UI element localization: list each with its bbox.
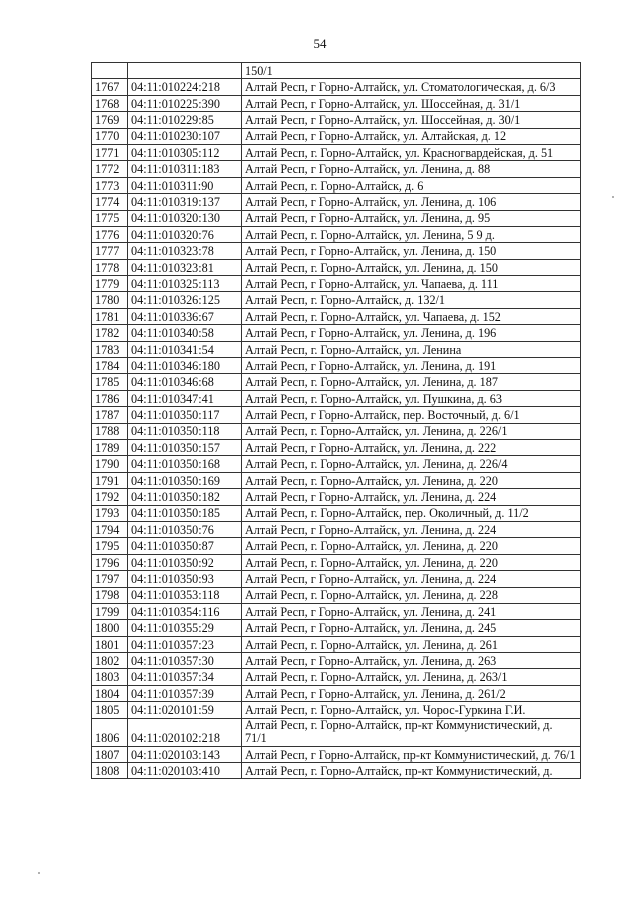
cadastral-number-cell: 04:11:010350:157 <box>128 439 242 455</box>
table-row <box>92 538 581 554</box>
row-number-cell: 1800 <box>92 620 128 636</box>
table-row <box>92 554 581 570</box>
address-cell: Алтай Респ, г. Горно-Алтайск, ул. Ленина, д. 150 <box>242 259 581 275</box>
table-row <box>92 472 581 488</box>
cadastral-number-cell: 04:11:010229:85 <box>128 112 242 128</box>
table-row <box>92 505 581 521</box>
cadastral-number-cell: 04:11:010311:183 <box>128 161 242 177</box>
row-number-cell: 1785 <box>92 374 128 390</box>
table-row <box>92 603 581 619</box>
table-row <box>92 521 581 537</box>
table-row <box>92 358 581 374</box>
address-cell: Алтай Респ, г. Горно-Алтайск, ул. Ленина, д. 226/4 <box>242 456 581 472</box>
cadastral-number-cell: 04:11:010325:113 <box>128 276 242 292</box>
cadastral-number-cell: 04:11:010320:130 <box>128 210 242 226</box>
row-number-cell: 1780 <box>92 292 128 308</box>
address-cell: Алтай Респ, г Горно-Алтайск, ул. Шоссейная, д. 30/1 <box>242 112 581 128</box>
table-row <box>92 636 581 652</box>
row-number-cell: 1792 <box>92 489 128 505</box>
address-cell: Алтай Респ, г Горно-Алтайск, пр-кт Коммунистический, д. 76/1 <box>242 746 581 762</box>
row-number-cell: 1798 <box>92 587 128 603</box>
row-number-cell: 1776 <box>92 226 128 242</box>
address-cell: Алтай Респ, г Горно-Алтайск, ул. Чапаева, д. 111 <box>242 276 581 292</box>
registry-table <box>91 62 581 779</box>
table-row <box>92 374 581 390</box>
cadastral-number-cell: 04:11:010336:67 <box>128 308 242 324</box>
address-cell: Алтай Респ, г Горно-Алтайск, ул. Ленина, д. 245 <box>242 620 581 636</box>
cadastral-number-cell: 04:11:010357:34 <box>128 669 242 685</box>
row-number-cell: 1772 <box>92 161 128 177</box>
address-cell: 150/1 <box>242 63 581 79</box>
address-cell: Алтай Респ, г. Горно-Алтайск, ул. Красногвардейская, д. 51 <box>242 144 581 160</box>
cadastral-number-cell: 04:11:010357:39 <box>128 685 242 701</box>
cadastral-number-cell: 04:11:010319:137 <box>128 194 242 210</box>
address-cell: Алтай Респ, г Горно-Алтайск, ул. Шоссейная, д. 31/1 <box>242 95 581 111</box>
address-cell: Алтай Респ, г. Горно-Алтайск, ул. Ленина, д. 263/1 <box>242 669 581 685</box>
table-row <box>92 128 581 144</box>
page-number: 54 <box>313 36 327 51</box>
registry-table-body <box>92 63 581 779</box>
row-number-cell: 1790 <box>92 456 128 472</box>
cadastral-number-cell <box>128 63 242 79</box>
table-row <box>92 63 581 79</box>
row-number-cell: 1787 <box>92 407 128 423</box>
table-row <box>92 79 581 95</box>
cadastral-number-cell: 04:11:010326:125 <box>128 292 242 308</box>
cadastral-number-cell: 04:11:010350:117 <box>128 407 242 423</box>
cadastral-number-cell: 04:11:010320:76 <box>128 226 242 242</box>
table-row <box>92 669 581 685</box>
address-cell: Алтай Респ, г. Горно-Алтайск, пр-кт Коммунистический, д. 71/1 <box>242 718 581 746</box>
address-cell: Алтай Респ, г. Горно-Алтайск, ул. Ленина, д. 228 <box>242 587 581 603</box>
cadastral-number-cell: 04:11:010350:92 <box>128 554 242 570</box>
row-number-cell: 1775 <box>92 210 128 226</box>
address-cell: Алтай Респ, г Горно-Алтайск, ул. Ленина, д. 95 <box>242 210 581 226</box>
table-row <box>92 210 581 226</box>
row-number-cell: 1788 <box>92 423 128 439</box>
table-row <box>92 653 581 669</box>
address-cell: Алтай Респ, г Горно-Алтайск, пер. Восточный, д. 6/1 <box>242 407 581 423</box>
cadastral-number-cell: 04:11:010350:118 <box>128 423 242 439</box>
address-cell: Алтай Респ, г. Горно-Алтайск, пер. Околичный, д. 11/2 <box>242 505 581 521</box>
row-number-cell: 1770 <box>92 128 128 144</box>
cadastral-number-cell: 04:11:020103:410 <box>128 763 242 779</box>
table-row <box>92 718 581 746</box>
row-number-cell: 1801 <box>92 636 128 652</box>
address-cell: Алтай Респ, г. Горно-Алтайск, ул. Ленина, 5 9 д. <box>242 226 581 242</box>
table-row <box>92 390 581 406</box>
row-number-cell <box>92 63 128 79</box>
table-row <box>92 423 581 439</box>
cadastral-number-cell: 04:11:010323:78 <box>128 243 242 259</box>
row-number-cell: 1793 <box>92 505 128 521</box>
table-row <box>92 746 581 762</box>
address-cell: Алтай Респ, г Горно-Алтайск, ул. Стоматологическая, д. 6/3 <box>242 79 581 95</box>
address-cell: Алтай Респ, г. Горно-Алтайск, д. 132/1 <box>242 292 581 308</box>
cadastral-number-cell: 04:11:010350:185 <box>128 505 242 521</box>
table-row <box>92 226 581 242</box>
table-row <box>92 194 581 210</box>
cadastral-number-cell: 04:11:010305:112 <box>128 144 242 160</box>
table-row <box>92 308 581 324</box>
address-cell: Алтай Респ, г Горно-Алтайск, ул. Ленина, д. 88 <box>242 161 581 177</box>
row-number-cell: 1783 <box>92 341 128 357</box>
table-row <box>92 620 581 636</box>
cadastral-number-cell: 04:11:010350:76 <box>128 521 242 537</box>
address-cell: Алтай Респ, г Горно-Алтайск, ул. Ленина, д. 196 <box>242 325 581 341</box>
address-cell: Алтай Респ, г Горно-Алтайск, ул. Ленина, д. 150 <box>242 243 581 259</box>
scan-speck <box>612 196 614 198</box>
row-number-cell: 1807 <box>92 746 128 762</box>
cadastral-number-cell: 04:11:010354:116 <box>128 603 242 619</box>
table-row <box>92 243 581 259</box>
row-number-cell: 1794 <box>92 521 128 537</box>
table-row <box>92 259 581 275</box>
address-cell: Алтай Респ, г. Горно-Алтайск, ул. Ленина, д. 220 <box>242 554 581 570</box>
cadastral-number-cell: 04:11:010350:168 <box>128 456 242 472</box>
address-cell: Алтай Респ, г. Горно-Алтайск, ул. Ленина <box>242 341 581 357</box>
table-row <box>92 161 581 177</box>
row-number-cell: 1804 <box>92 685 128 701</box>
table-row <box>92 144 581 160</box>
table-row <box>92 177 581 193</box>
cadastral-number-cell: 04:11:010225:390 <box>128 95 242 111</box>
address-cell: Алтай Респ, г. Горно-Алтайск, ул. Чапаева, д. 152 <box>242 308 581 324</box>
cadastral-number-cell: 04:11:010341:54 <box>128 341 242 357</box>
address-cell: Алтай Респ, г Горно-Алтайск, ул. Ленина, д. 224 <box>242 489 581 505</box>
address-cell: Алтай Респ, г. Горно-Алтайск, ул. Ленина, д. 187 <box>242 374 581 390</box>
row-number-cell: 1797 <box>92 571 128 587</box>
table-row <box>92 325 581 341</box>
cadastral-number-cell: 04:11:010311:90 <box>128 177 242 193</box>
row-number-cell: 1796 <box>92 554 128 570</box>
row-number-cell: 1777 <box>92 243 128 259</box>
table-row <box>92 763 581 779</box>
row-number-cell: 1768 <box>92 95 128 111</box>
row-number-cell: 1778 <box>92 259 128 275</box>
row-number-cell: 1795 <box>92 538 128 554</box>
address-cell: Алтай Респ, г Горно-Алтайск, ул. Ленина, д. 261/2 <box>242 685 581 701</box>
address-cell: Алтай Респ, г. Горно-Алтайск, ул. Ленина, д. 220 <box>242 538 581 554</box>
cadastral-number-cell: 04:11:010346:68 <box>128 374 242 390</box>
address-cell: Алтай Респ, г Горно-Алтайск, ул. Ленина, д. 106 <box>242 194 581 210</box>
address-cell: Алтай Респ, г Горно-Алтайск, ул. Ленина, д. 191 <box>242 358 581 374</box>
table-row <box>92 95 581 111</box>
cadastral-number-cell: 04:11:010323:81 <box>128 259 242 275</box>
address-cell: Алтай Респ, г. Горно-Алтайск, ул. Ленина, д. 261 <box>242 636 581 652</box>
row-number-cell: 1808 <box>92 763 128 779</box>
cadastral-number-cell: 04:11:010230:107 <box>128 128 242 144</box>
cadastral-number-cell: 04:11:010353:118 <box>128 587 242 603</box>
scan-speck <box>38 872 40 874</box>
table-row <box>92 292 581 308</box>
table-row <box>92 276 581 292</box>
table-row <box>92 439 581 455</box>
table-row <box>92 571 581 587</box>
address-cell: Алтай Респ, г Горно-Алтайск, ул. Ленина, д. 224 <box>242 521 581 537</box>
address-cell: Алтай Респ, г Горно-Алтайск, ул. Алтайская, д. 12 <box>242 128 581 144</box>
table-row <box>92 702 581 718</box>
cadastral-number-cell: 04:11:010357:30 <box>128 653 242 669</box>
row-number-cell: 1802 <box>92 653 128 669</box>
table-row <box>92 685 581 701</box>
row-number-cell: 1774 <box>92 194 128 210</box>
row-number-cell: 1784 <box>92 358 128 374</box>
address-cell: Алтай Респ, г Горно-Алтайск, ул. Ленина, д. 224 <box>242 571 581 587</box>
row-number-cell: 1771 <box>92 144 128 160</box>
address-cell: Алтай Респ, г. Горно-Алтайск, ул. Чорос-Гуркина Г.И. <box>242 702 581 718</box>
cadastral-number-cell: 04:11:010346:180 <box>128 358 242 374</box>
row-number-cell: 1791 <box>92 472 128 488</box>
row-number-cell: 1803 <box>92 669 128 685</box>
row-number-cell: 1805 <box>92 702 128 718</box>
row-number-cell: 1767 <box>92 79 128 95</box>
table-row <box>92 407 581 423</box>
cadastral-number-cell: 04:11:010340:58 <box>128 325 242 341</box>
cadastral-number-cell: 04:11:010350:93 <box>128 571 242 587</box>
table-row <box>92 456 581 472</box>
table-row <box>92 489 581 505</box>
cadastral-number-cell: 04:11:010350:87 <box>128 538 242 554</box>
address-cell: Алтай Респ, г. Горно-Алтайск, ул. Ленина, д. 220 <box>242 472 581 488</box>
cadastral-number-cell: 04:11:010350:182 <box>128 489 242 505</box>
cadastral-number-cell: 04:11:010224:218 <box>128 79 242 95</box>
address-cell: Алтай Респ, г. Горно-Алтайск, ул. Пушкина, д. 63 <box>242 390 581 406</box>
cadastral-number-cell: 04:11:020102:218 <box>128 718 242 746</box>
table-row <box>92 341 581 357</box>
row-number-cell: 1806 <box>92 718 128 746</box>
table-row <box>92 112 581 128</box>
row-number-cell: 1769 <box>92 112 128 128</box>
row-number-cell: 1773 <box>92 177 128 193</box>
cadastral-number-cell: 04:11:010347:41 <box>128 390 242 406</box>
row-number-cell: 1789 <box>92 439 128 455</box>
cadastral-number-cell: 04:11:020103:143 <box>128 746 242 762</box>
address-cell: Алтай Респ, г. Горно-Алтайск, д. 6 <box>242 177 581 193</box>
cadastral-number-cell: 04:11:010357:23 <box>128 636 242 652</box>
address-cell: Алтай Респ, г. Горно-Алтайск, ул. Ленина, д. 226/1 <box>242 423 581 439</box>
row-number-cell: 1786 <box>92 390 128 406</box>
address-cell: Алтай Респ, г Горно-Алтайск, ул. Ленина, д. 222 <box>242 439 581 455</box>
cadastral-number-cell: 04:11:020101:59 <box>128 702 242 718</box>
row-number-cell: 1799 <box>92 603 128 619</box>
table-row <box>92 587 581 603</box>
row-number-cell: 1781 <box>92 308 128 324</box>
address-cell: Алтай Респ, г. Горно-Алтайск, пр-кт Коммунистический, д. <box>242 763 581 779</box>
row-number-cell: 1779 <box>92 276 128 292</box>
cadastral-number-cell: 04:11:010350:169 <box>128 472 242 488</box>
row-number-cell: 1782 <box>92 325 128 341</box>
cadastral-number-cell: 04:11:010355:29 <box>128 620 242 636</box>
address-cell: Алтай Респ, г Горно-Алтайск, ул. Ленина, д. 241 <box>242 603 581 619</box>
address-cell: Алтай Респ, г Горно-Алтайск, ул. Ленина, д. 263 <box>242 653 581 669</box>
